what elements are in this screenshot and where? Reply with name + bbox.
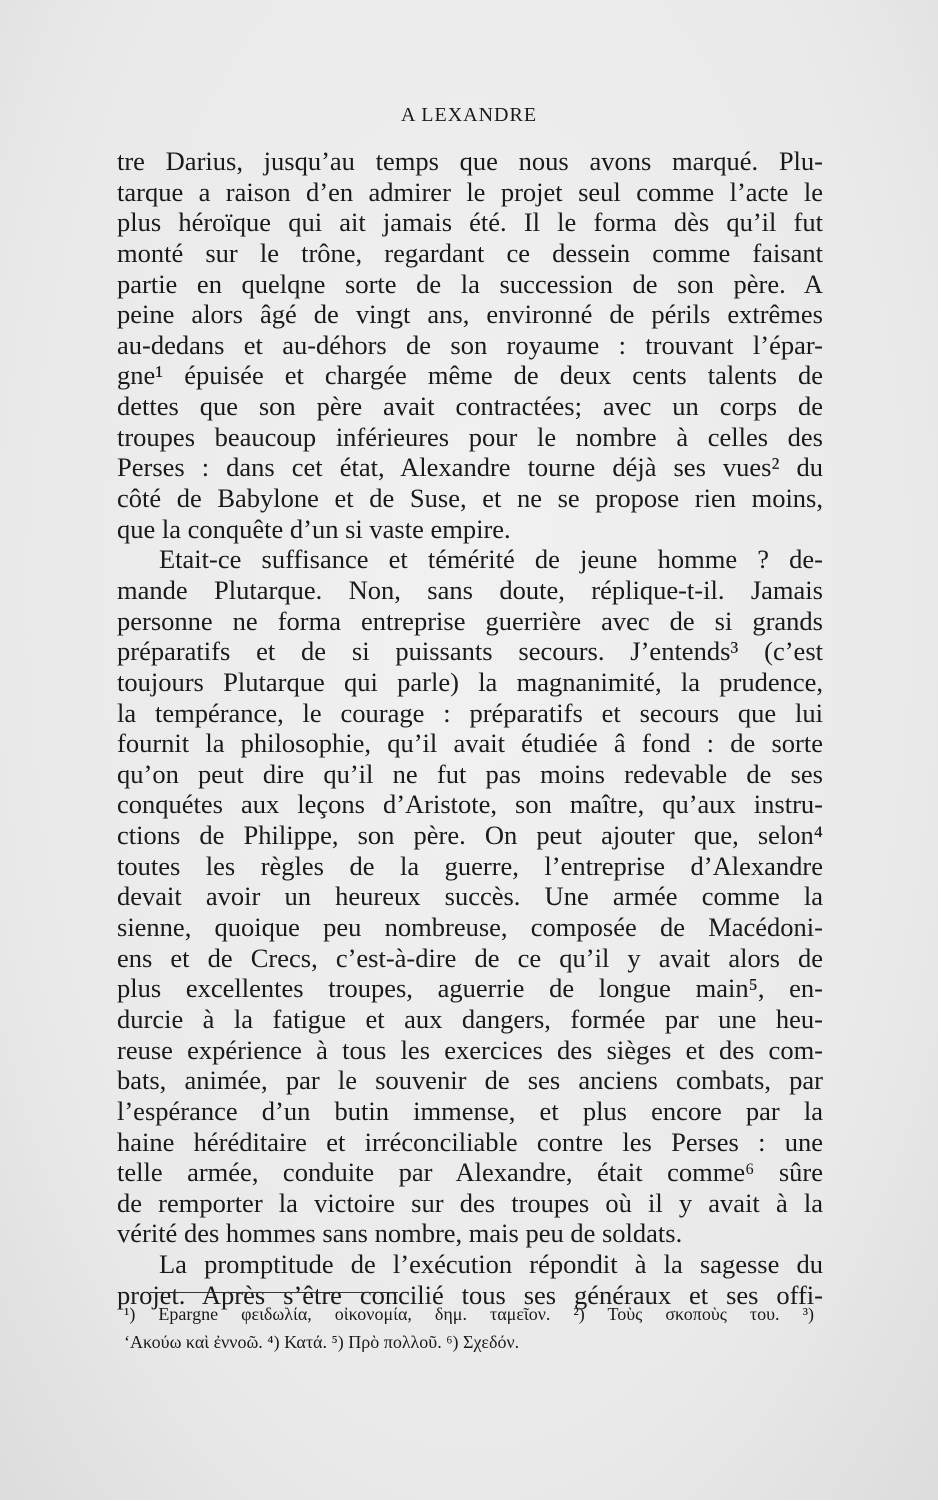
text-line: conquétes aux leçons d’Aristote, son maître, qu’aux instru- — [117, 789, 823, 820]
text-line: haine héréditaire et irréconciliable contre les Perses : une — [117, 1126, 823, 1157]
text-line: préparatifs et de si puissants secours. J’entends³ (c’est — [117, 636, 823, 667]
text-line: qu’on peut dire qu’il ne fut pas moins redevable de ses — [117, 758, 823, 789]
text-line: côté de Babylone et de Suse, et ne se propose rien moins, — [117, 483, 823, 514]
text-line: Perses : dans cet état, Alexandre tourne déjà ses vues² du — [117, 452, 823, 483]
text-line: de remporter la victoire sur des troupes où il y avait à la — [117, 1187, 823, 1218]
body-text — [117, 146, 823, 1310]
text-line: tre Darius, jusqu’au temps que nous avons marqué. Plu- — [117, 146, 823, 176]
text-line: sienne, quoique peu nombreuse, composée de Macédoni- — [117, 912, 823, 943]
text-line: fournit la philosophie, qu’il avait étudiée â fond : de sorte — [117, 728, 823, 759]
text-line: plus excellentes troupes, aguerrie de longue main⁵, en- — [117, 973, 823, 1004]
text-line: monté sur le trône, regardant ce dessein comme faisant — [117, 237, 823, 268]
text-line: troupes beaucoup inférieures pour le nombre à celles des — [117, 421, 823, 452]
text-line: gne¹ épuisée et chargée même de deux cents talents de — [117, 360, 823, 391]
text-line: que la conquête d’un si vaste empire. — [117, 513, 511, 544]
footnote-line: ¹) Epargne φειδωλία, οἰκονομία, δημ. ταμεῖον. ²) Τοὺς σκοποὺς του. ³) — [124, 1304, 814, 1324]
text-line: au-dedans et au-déhors de son royaume : trouvant l’épar- — [117, 329, 823, 360]
paragraph — [117, 146, 823, 544]
text-line: dettes que son père avait contractées; avec un corps de — [117, 391, 823, 422]
text-line: Etait-ce suffisance et témérité de jeune homme ? de- — [159, 544, 823, 575]
text-line: bats, animée, par le souvenir de ses anciens combats, par — [117, 1065, 823, 1096]
footnotes — [124, 1300, 814, 1356]
text-line: plus héroïque qui ait jamais été. Il le forma dès qu’il fut — [117, 207, 823, 238]
text-line: vérité des hommes sans nombre, mais peu de soldats. — [117, 1218, 683, 1249]
text-line: peine alors âgé de vingt ans, environné de périls extrêmes — [117, 299, 823, 330]
text-line: La promptitude de l’exécution répondit à la sagesse du — [159, 1249, 823, 1280]
footnote-line: ‘Ακούω καὶ ἐννοῶ. ⁴) Κατά. ⁵) Πρὸ πολλοῦ. ⁶) Σχεδόν. — [124, 1332, 520, 1352]
text-line: partie en quelqne sorte de la succession de son père. A — [117, 268, 823, 299]
text-line: toutes les règles de la guerre, l’entreprise d’Alexandre — [117, 850, 823, 881]
footnote-rule — [150, 1292, 398, 1293]
text-line: la tempérance, le courage : préparatifs et secours que lui — [117, 697, 823, 728]
text-line: ctions de Philippe, son père. On peut ajouter que, selon⁴ — [117, 820, 823, 851]
paragraph — [117, 544, 823, 1249]
text-line: projet. Après s’être concilié tous ses généraux et ses offi- — [117, 1279, 823, 1310]
text-line: ens et de Crecs, c’est-à-dire de ce qu’il y avait alors de — [117, 942, 823, 973]
text-line: toujours Plutarque qui parle) la magnanimité, la prudence, — [117, 666, 823, 697]
text-line: telle armée, conduite par Alexandre, était comme⁶ sûre — [117, 1157, 823, 1188]
text-line: devait avoir un heureux succès. Une armée comme la — [117, 881, 823, 912]
running-head: A LEXANDRE — [400, 104, 538, 126]
text-line: mande Plutarque. Non, sans doute, réplique-t-il. Jamais — [117, 574, 823, 605]
text-line: durcie à la fatigue et aux dangers, formée par une heu- — [117, 1003, 823, 1034]
text-line: l’espérance d’un butin immense, et plus encore par la — [117, 1095, 823, 1126]
text-line: reuse expérience à tous les exercices des sièges et des com- — [117, 1034, 823, 1065]
text-line: tarque a raison d’en admirer le projet seul comme l’acte le — [117, 176, 823, 207]
text-line: personne ne forma entreprise guerrière avec de si grands — [117, 605, 823, 636]
